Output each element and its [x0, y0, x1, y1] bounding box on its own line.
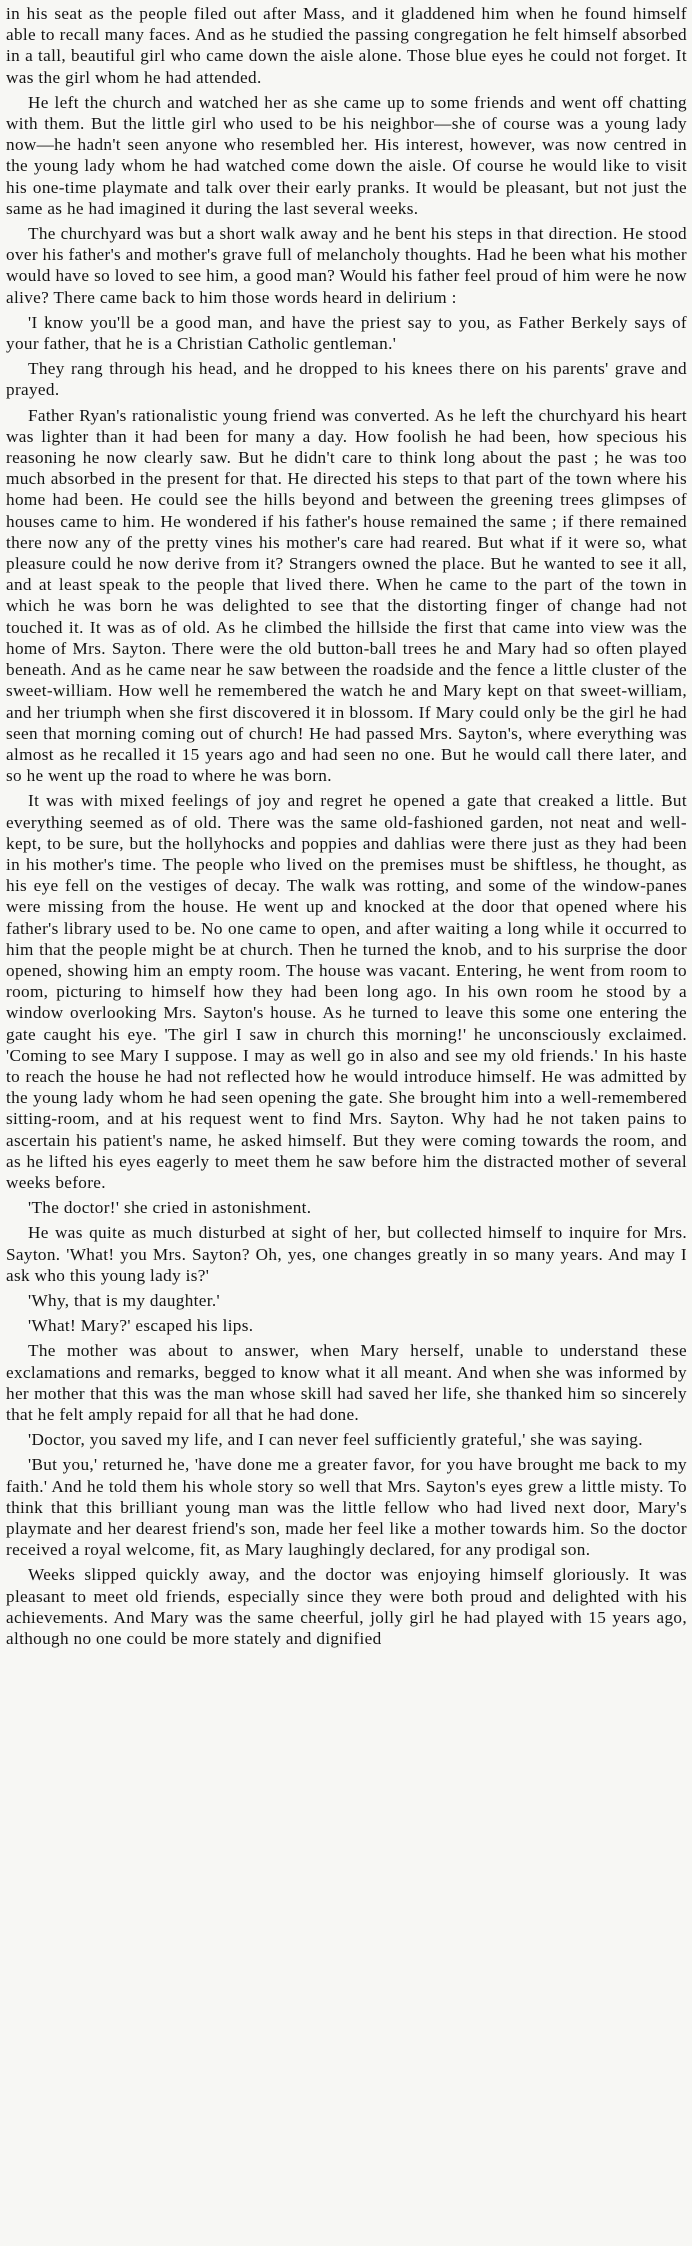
paragraph: The mother was about to answer, when Mary herself, unable to understand these exclamations and remarks, begged to know what it all meant. And when she was informed by her mother that this was the man whose skill had saved her life, she thanked him so sincerely that he felt amply repaid for all that he had done.	[6, 1341, 687, 1424]
paragraph: Weeks slipped quickly away, and the doctor was enjoying himself gloriously. It was pleasant to meet old friends, especially since they were both proud and delighted with his achievements. And Mary was the same cheerful, jolly girl he had played with 15 years ago, although no one could be more stately and dignified	[6, 1565, 687, 1649]
paragraph: The churchyard was but a short walk away and he bent his steps in that direction. He stood over his father's and mother's grave full of melancholy thoughts. Had he been what his mother would have so loved to see him, a good man? Would his father feel proud of him were he now alive? There came back to him those words heard in delirium :	[6, 224, 687, 307]
dialogue-line: 'What! Mary?' escaped his lips.	[28, 1316, 254, 1336]
paragraph: He was quite as much disturbed at sight of her, but collected himself to inquire for Mrs. Sayton. 'What! you Mrs. Sayton? Oh, yes, one changes greatly in so many years. And may I ask who this young lady is?'	[6, 1223, 687, 1285]
dialogue-line: 'Why, that is my daughter.'	[28, 1290, 220, 1310]
paragraph: He left the church and watched her as she came up to some friends and went off chatting with them. But the little girl who used to be his neighbor—she of course was a young lady now—he hadn't seen anyone who resembled her. His interest, however, was now centred in the young lady whom he had watched come down the aisle. Of course he would like to visit his one-time playmate and talk over their early pranks. It would be pleasant, but not just the same as he had imagined it during the last several weeks.	[6, 92, 687, 218]
quoted-paragraph: 'I know you'll be a good man, and have the priest say to you, as Father Berkely says of your father, that he is a Christian Catholic gentleman.'	[6, 312, 687, 354]
paragraph: They rang through his head, and he dropped to his knees there on his parents' grave and prayed.	[6, 359, 687, 400]
paragraph: 'But you,' returned he, 'have done me a greater favor, for you have brought me back to my faith.' And he told them his whole story so well that Mrs. Sayton's eyes grew a little misty. To think that this brilliant young man was the little fellow who had lived next door, Mary's playmate and her dearest friend's son, made her feel like a mother towards him. So the doctor received a royal welcome, fit, as Mary laughingly declared, for any prodigal son.	[6, 1455, 687, 1560]
dialogue-line: 'The doctor!' she cried in astonishment.	[28, 1198, 312, 1218]
paragraph: It was with mixed feelings of joy and regret he opened a gate that creaked a little. But everything seemed as of old. There was the same old-fashioned garden, not neat and well-kept, to be sure, but the hollyhocks and poppies and dahlias were there just as they had been in his mother's time. The people who lived on the premises must be shiftless, he thought, as his eye fell on the vestiges of decay. The walk was rotting, and some of the window-panes were missing from the house. He went up and knocked at the door that opened where his father's library used to be. No one came to open, and after waiting a long while it occurred to him that the people might be at church. Then he turned the knob, and to his surprise the door opened, showing him an empty room. The house was vacant. Entering, he went from room to room, picturing to himself how they had been long ago. In his own room he stood by a window overlooking Mrs. Sayton's house. As he turned to leave this some one entering the gate caught his eye. 'The girl I saw in church this morning!' he unconsciously exclaimed. 'Coming to see Mary I suppose. I may as well go in also and see my old friends.' In his haste to reach the house he had not reflected how he would introduce himself. He was admitted by the young lady whom he had seen opening the gate. She brought him into a well-remembered sitting-room, and at his request went to find Mrs. Sayton. Why had he not taken pains to ascertain his patient's name, he asked himself. But they were coming towards the room, and as he lifted his eyes eagerly to meet them he saw before him the distracted mother of several weeks before.	[6, 791, 687, 1192]
paragraph: Father Ryan's rationalistic young friend was converted. As he left the churchyard his heart was lighter than it had been for many a day. How foolish he had been, how specious his reasoning he now clearly saw. But he didn't care to think long about the past ; he was too much absorbed in the present for that. He directed his steps to that part of the town where his home had been. He could see the hills beyond and between the greening trees glimpses of houses came to him. He wondered if his father's house remained the same ; if there remained there now any of the pretty vines his mother's care had reared. But what if it were so, what pleasure could he now derive from it? Strangers owned the place. But he wanted to see it all, and at least speak to the people that lived there. When he came to the part of the town in which he was born he was delighted to see that the distorting finger of change had not touched it. It was as of old. As he climbed the hillside the first that came into view was the home of Mrs. Sayton. There were the old button-ball trees he and Mary had so often played beneath. And as he came near he saw between the roadside and the fence a little cluster of the sweet-william. How well he remembered the watch he and Mary kept on that sweet-william, and her triumph when she first discovered it in blossom. If Mary could only be the girl he had seen that morning coming out of church! He had passed Mrs. Sayton's, where everything was almost as he recalled it 15 years ago and had seen no one. But he would call there later, and so he went up the road to where he was born.	[6, 405, 687, 786]
dialogue-line: 'Doctor, you saved my life, and I can never feel sufficiently grateful,' she was saying.	[28, 1430, 643, 1450]
paragraph-continued: in his seat as the people filed out after Mass, and it gladdened him when he found himself able to recall many faces. And as he studied the passing congregation he felt himself absorbed in a tall, beautiful girl who came down the aisle alone. Those blue eyes he could not forget. It was the girl whom he had attended.	[6, 4, 687, 87]
